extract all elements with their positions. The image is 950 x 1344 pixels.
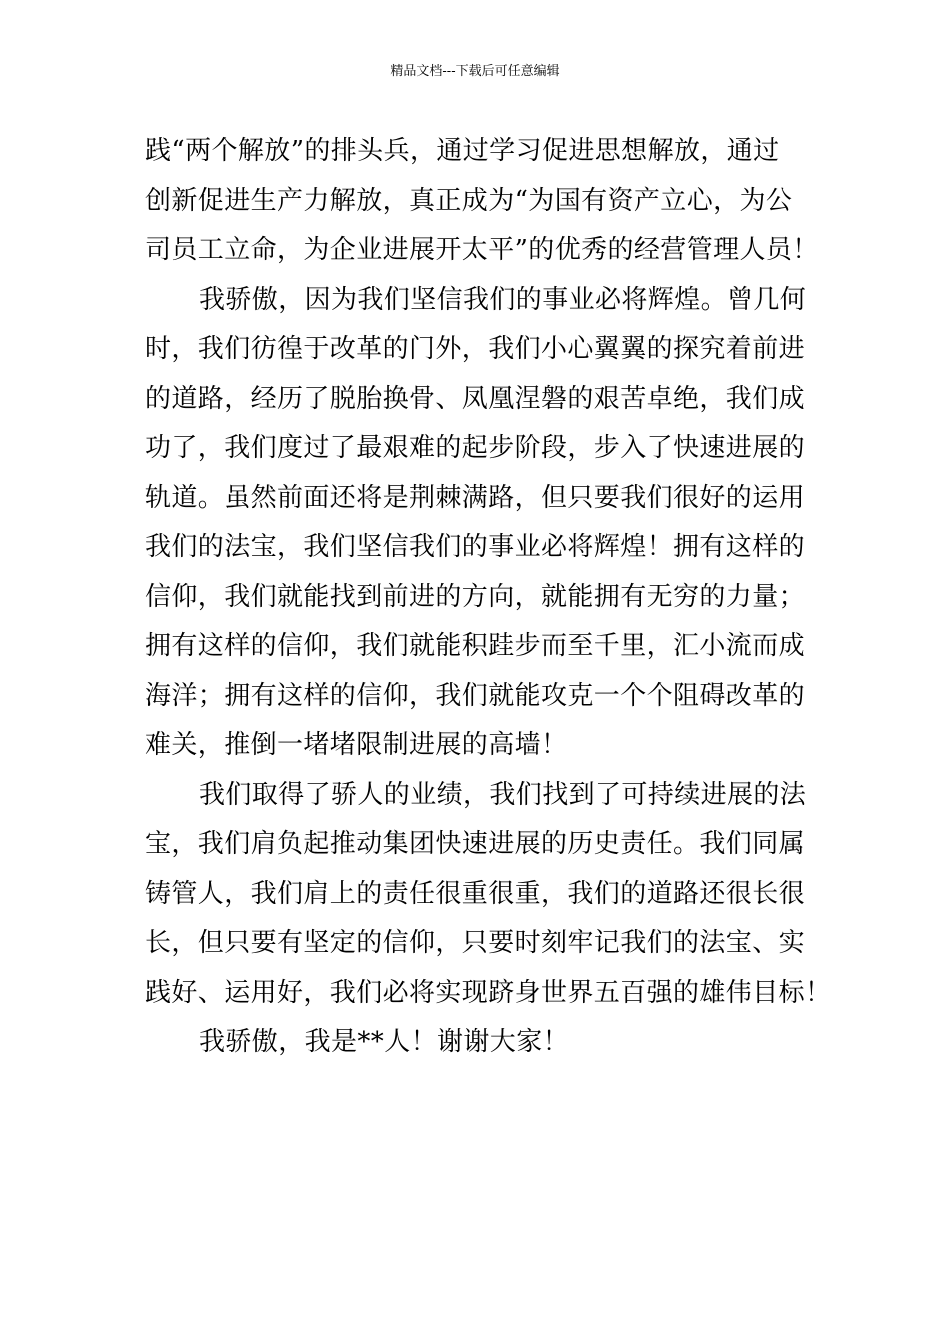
text-line: 的道路，经历了脱胎换骨、凤凰涅磐的艰苦卓绝，我们成 [145,383,806,414]
text-line: 时，我们彷徨于改革的门外，我们小心翼翼的探究着前进 [145,334,806,364]
page-header: 精品文档---下载后可任意编辑 [390,64,560,79]
text-line: 我骄傲，我是**人！谢谢大家！ [199,1027,570,1057]
text-line: 我骄傲，因为我们坚信我们的事业必将辉煌。曾几何 [199,284,807,315]
paragraph-1 [145,127,819,276]
paragraph-3 [145,771,832,1019]
text-line: 我们取得了骄人的业绩，我们找到了可持续进展的法 [199,779,807,810]
document-body [145,127,832,1068]
paragraph-4 [145,1018,810,1068]
paragraph-2 [145,276,810,771]
text-line: 铸管人，我们肩上的责任很重很重，我们的道路还很长很 [145,878,806,909]
text-line: 信仰，我们就能找到前进的方向，就能拥有无穷的力量； [145,581,806,612]
text-line: 司员工立命，为企业进展开太平”的优秀的经营管理人员！ [145,235,819,265]
text-line: 轨道。虽然前面还将是荆棘满路，但只要我们很好的运用 [145,482,806,513]
text-line: 海洋；拥有这样的信仰，我们就能攻克一个个阻碍改革的 [145,680,806,711]
text-line: 功了，我们度过了最艰难的起步阶段，步入了快速进展的 [145,433,806,463]
text-line: 拥有这样的信仰，我们就能积跬步而至千里，汇小流而成 [145,631,806,661]
text-line: 践好、运用好，我们必将实现跻身世界五百强的雄伟目标！ [145,977,832,1008]
text-line: 践“两个解放”的排头兵，通过学习促进思想解放，通过 [145,136,780,166]
text-line: 创新促进生产力解放，真正成为“为国有资产立心，为公 [145,185,793,216]
text-line: 宝，我们肩负起推动集团快速进展的历史责任。我们同属 [145,829,806,859]
text-line: 长，但只要有坚定的信仰，只要时刻牢记我们的法宝、实 [145,928,806,958]
text-line: 我们的法宝，我们坚信我们的事业必将辉煌！拥有这样的 [145,532,806,562]
text-line: 难关，推倒一堵堵限制进展的高墙！ [145,730,568,760]
